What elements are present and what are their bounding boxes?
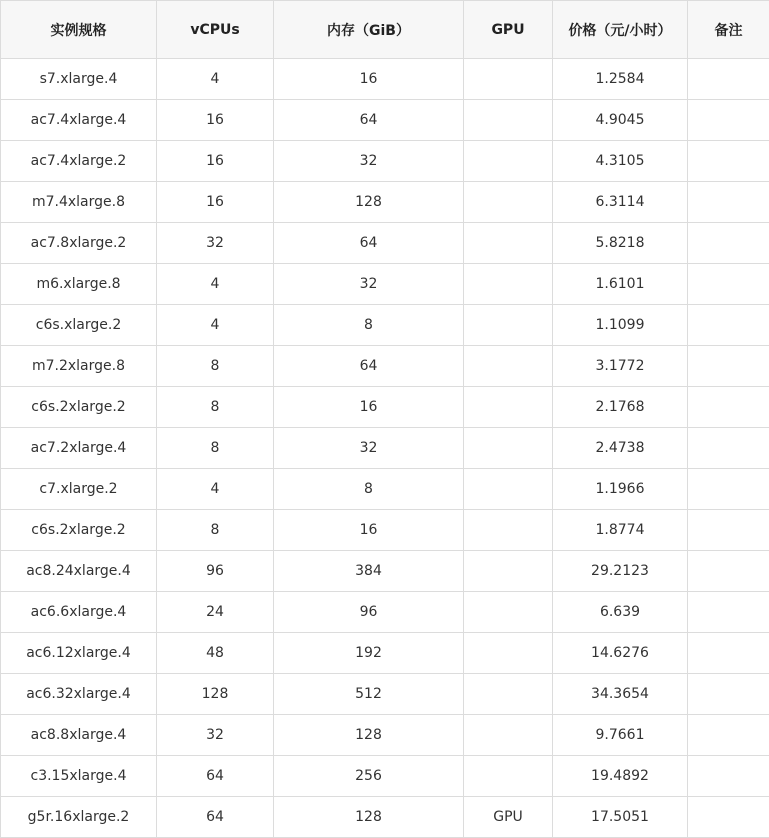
cell-vcpus: 4 <box>157 469 274 510</box>
cell-instance-spec: ac6.32xlarge.4 <box>1 674 157 715</box>
cell-gpu <box>464 59 553 100</box>
cell-remarks <box>688 264 769 305</box>
cell-price: 1.2584 <box>553 59 688 100</box>
cell-price: 29.2123 <box>553 551 688 592</box>
cell-price: 3.1772 <box>553 346 688 387</box>
cell-memory: 384 <box>274 551 464 592</box>
cell-memory: 128 <box>274 797 464 838</box>
cell-instance-spec: m6.xlarge.8 <box>1 264 157 305</box>
cell-memory: 8 <box>274 469 464 510</box>
cell-instance-spec: ac8.8xlarge.4 <box>1 715 157 756</box>
table-row <box>1 387 769 428</box>
cell-instance-spec: m7.2xlarge.8 <box>1 346 157 387</box>
cell-vcpus: 8 <box>157 428 274 469</box>
cell-memory: 16 <box>274 59 464 100</box>
table-row <box>1 305 769 346</box>
table-row <box>1 346 769 387</box>
cell-remarks <box>688 633 769 674</box>
header-price: 价格（元/小时） <box>553 1 688 59</box>
cell-price: 1.6101 <box>553 264 688 305</box>
cell-gpu <box>464 387 553 428</box>
cell-vcpus: 8 <box>157 346 274 387</box>
header-vcpus: vCPUs <box>157 1 274 59</box>
cell-gpu <box>464 428 553 469</box>
cell-gpu <box>464 182 553 223</box>
header-gpu: GPU <box>464 1 553 59</box>
header-row <box>1 1 769 59</box>
cell-vcpus: 32 <box>157 223 274 264</box>
table-row <box>1 551 769 592</box>
cell-gpu <box>464 674 553 715</box>
cell-memory: 64 <box>274 100 464 141</box>
cell-gpu <box>464 346 553 387</box>
cell-memory: 32 <box>274 141 464 182</box>
table-row <box>1 797 769 838</box>
cell-remarks <box>688 182 769 223</box>
cell-instance-spec: ac7.4xlarge.2 <box>1 141 157 182</box>
cell-vcpus: 96 <box>157 551 274 592</box>
cell-vcpus: 4 <box>157 59 274 100</box>
cell-gpu <box>464 141 553 182</box>
cell-vcpus: 16 <box>157 141 274 182</box>
cell-instance-spec: m7.4xlarge.8 <box>1 182 157 223</box>
cell-remarks <box>688 141 769 182</box>
cell-memory: 128 <box>274 715 464 756</box>
cell-vcpus: 16 <box>157 100 274 141</box>
cell-instance-spec: c6s.2xlarge.2 <box>1 387 157 428</box>
table-header <box>1 1 769 59</box>
table-row <box>1 469 769 510</box>
cell-vcpus: 24 <box>157 592 274 633</box>
cell-memory: 32 <box>274 428 464 469</box>
cell-gpu <box>464 551 553 592</box>
cell-price: 2.1768 <box>553 387 688 428</box>
cell-price: 4.3105 <box>553 141 688 182</box>
cell-remarks <box>688 674 769 715</box>
cell-vcpus: 128 <box>157 674 274 715</box>
cell-instance-spec: ac7.2xlarge.4 <box>1 428 157 469</box>
cell-gpu <box>464 264 553 305</box>
cell-price: 34.3654 <box>553 674 688 715</box>
cell-remarks <box>688 510 769 551</box>
cell-vcpus: 32 <box>157 715 274 756</box>
cell-vcpus: 16 <box>157 182 274 223</box>
cell-memory: 512 <box>274 674 464 715</box>
cell-instance-spec: g5r.16xlarge.2 <box>1 797 157 838</box>
table-row <box>1 756 769 797</box>
table-row <box>1 674 769 715</box>
cell-vcpus: 4 <box>157 305 274 346</box>
cell-memory: 96 <box>274 592 464 633</box>
cell-gpu <box>464 592 553 633</box>
cell-vcpus: 48 <box>157 633 274 674</box>
header-memory: 内存（GiB） <box>274 1 464 59</box>
cell-instance-spec: ac6.6xlarge.4 <box>1 592 157 633</box>
cell-memory: 128 <box>274 182 464 223</box>
cell-instance-spec: ac6.12xlarge.4 <box>1 633 157 674</box>
table-row <box>1 592 769 633</box>
cell-remarks <box>688 387 769 428</box>
table-row <box>1 59 769 100</box>
cell-remarks <box>688 100 769 141</box>
cell-price: 19.4892 <box>553 756 688 797</box>
header-instance-spec: 实例规格 <box>1 1 157 59</box>
cell-memory: 192 <box>274 633 464 674</box>
cell-price: 1.8774 <box>553 510 688 551</box>
cell-price: 14.6276 <box>553 633 688 674</box>
table-row <box>1 141 769 182</box>
cell-instance-spec: c6s.2xlarge.2 <box>1 510 157 551</box>
cell-remarks <box>688 305 769 346</box>
cell-remarks <box>688 346 769 387</box>
cell-instance-spec: c7.xlarge.2 <box>1 469 157 510</box>
cell-memory: 16 <box>274 510 464 551</box>
cell-remarks <box>688 428 769 469</box>
cell-gpu <box>464 510 553 551</box>
cell-remarks <box>688 223 769 264</box>
cell-gpu <box>464 756 553 797</box>
cell-vcpus: 8 <box>157 510 274 551</box>
table-row <box>1 223 769 264</box>
table-row <box>1 428 769 469</box>
cell-price: 9.7661 <box>553 715 688 756</box>
cell-price: 6.639 <box>553 592 688 633</box>
table-row <box>1 264 769 305</box>
cell-remarks <box>688 715 769 756</box>
cell-instance-spec: c6s.xlarge.2 <box>1 305 157 346</box>
cell-vcpus: 8 <box>157 387 274 428</box>
cell-gpu <box>464 633 553 674</box>
cell-memory: 64 <box>274 223 464 264</box>
cell-vcpus: 64 <box>157 756 274 797</box>
cell-memory: 16 <box>274 387 464 428</box>
cell-gpu <box>464 715 553 756</box>
cell-instance-spec: ac7.4xlarge.4 <box>1 100 157 141</box>
cell-memory: 8 <box>274 305 464 346</box>
cell-remarks <box>688 592 769 633</box>
cell-remarks <box>688 551 769 592</box>
cell-gpu <box>464 100 553 141</box>
cell-memory: 32 <box>274 264 464 305</box>
cell-remarks <box>688 797 769 838</box>
cell-remarks <box>688 59 769 100</box>
header-remarks: 备注 <box>688 1 769 59</box>
cell-gpu: GPU <box>464 797 553 838</box>
table-row <box>1 633 769 674</box>
cell-price: 4.9045 <box>553 100 688 141</box>
cell-price: 6.3114 <box>553 182 688 223</box>
table-row <box>1 715 769 756</box>
table-body <box>1 59 769 838</box>
cell-remarks <box>688 469 769 510</box>
cell-price: 2.4738 <box>553 428 688 469</box>
cell-price: 17.5051 <box>553 797 688 838</box>
cell-price: 1.1099 <box>553 305 688 346</box>
cell-memory: 256 <box>274 756 464 797</box>
cell-price: 5.8218 <box>553 223 688 264</box>
cell-instance-spec: c3.15xlarge.4 <box>1 756 157 797</box>
cell-instance-spec: s7.xlarge.4 <box>1 59 157 100</box>
cell-vcpus: 64 <box>157 797 274 838</box>
cell-memory: 64 <box>274 346 464 387</box>
table-row <box>1 100 769 141</box>
cell-vcpus: 4 <box>157 264 274 305</box>
cell-gpu <box>464 223 553 264</box>
cell-price: 1.1966 <box>553 469 688 510</box>
cell-instance-spec: ac7.8xlarge.2 <box>1 223 157 264</box>
table-row <box>1 182 769 223</box>
table-row <box>1 510 769 551</box>
cell-gpu <box>464 469 553 510</box>
cell-gpu <box>464 305 553 346</box>
cell-remarks <box>688 756 769 797</box>
cell-instance-spec: ac8.24xlarge.4 <box>1 551 157 592</box>
